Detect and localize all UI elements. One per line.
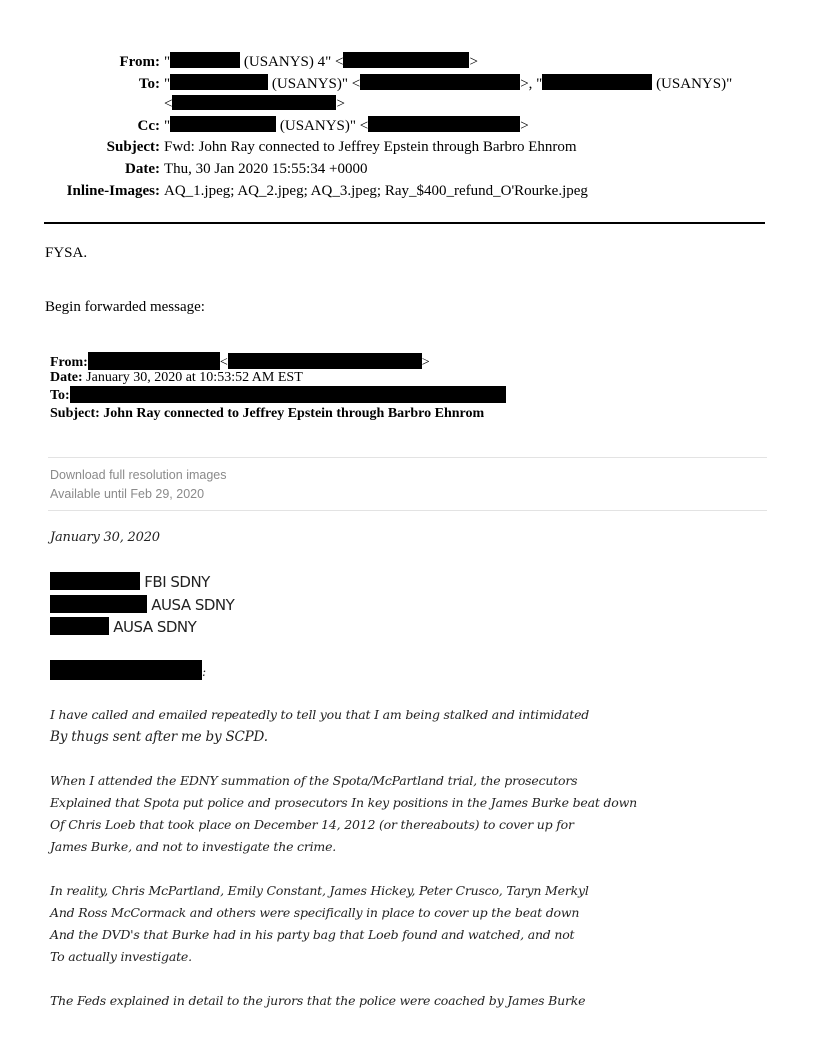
addressee-row bbox=[50, 572, 210, 591]
letter-line: When I attended the EDNY summation of the Spota/McPartland trial, the prosecutors bbox=[50, 773, 578, 788]
divider-line bbox=[48, 457, 767, 458]
inline-images-value: AQ_1.jpeg; AQ_2.jpeg; AQ_3.jpeg; Ray_$400_refund_O'Rourke.jpeg bbox=[164, 183, 588, 199]
fysa-text: FYSA. bbox=[45, 245, 88, 261]
cc-value: " (USANYS)" < > bbox=[164, 118, 529, 134]
redaction-box bbox=[50, 617, 109, 635]
redaction-box bbox=[172, 95, 336, 110]
fwd-date-value: January 30, 2020 at 10:53:52 AM EST bbox=[86, 370, 303, 385]
fwd-to-label: To: bbox=[50, 388, 70, 403]
letter-line: James Burke, and not to investigate the crime. bbox=[50, 839, 337, 854]
redaction-box bbox=[50, 572, 140, 590]
redaction-box bbox=[88, 352, 220, 370]
to-value: " (USANYS)" < >, " (USANYS)" bbox=[164, 76, 733, 92]
redaction-box bbox=[542, 74, 652, 90]
letter-line: To actually investigate. bbox=[50, 949, 192, 964]
begin-forwarded-text: Begin forwarded message: bbox=[45, 299, 205, 315]
subject-label: Subject: bbox=[106, 139, 160, 155]
redaction-box bbox=[50, 595, 147, 613]
date-label: Date: bbox=[125, 161, 160, 177]
redaction-box bbox=[170, 116, 276, 132]
redaction-box bbox=[70, 386, 506, 403]
redaction-box bbox=[360, 74, 520, 90]
inline-images-label: Inline-Images: bbox=[66, 183, 160, 199]
date-value: Thu, 30 Jan 2020 15:55:34 +0000 bbox=[164, 161, 368, 177]
fwd-subject-row bbox=[50, 405, 484, 422]
addressee-role: AUSA SDNY bbox=[113, 618, 197, 636]
addressee-row bbox=[50, 595, 234, 614]
redaction-box bbox=[343, 52, 469, 68]
fwd-to-row bbox=[50, 386, 506, 404]
from-value: " (USANYS) 4" < > bbox=[164, 54, 478, 70]
addressee-row bbox=[50, 617, 196, 636]
to-label: To: bbox=[138, 76, 160, 92]
addressee-role: FBI SDNY bbox=[144, 573, 210, 591]
letter-date: January 30, 2020 bbox=[50, 530, 160, 545]
redaction-box bbox=[170, 74, 268, 90]
redaction-box bbox=[228, 353, 422, 369]
download-images-link[interactable]: Download full resolution images bbox=[50, 468, 227, 482]
letter-line: And the DVD's that Burke had in his party bag that Loeb found and watched, and not bbox=[50, 927, 575, 942]
subject-value: Fwd: John Ray connected to Jeffrey Epstein through Barbro Ehnrom bbox=[164, 139, 577, 155]
salutation: : bbox=[50, 660, 206, 680]
redaction-box bbox=[50, 660, 202, 680]
letter-line: In reality, Chris McPartland, Emily Constant, James Hickey, Peter Crusco, Taryn Merkyl bbox=[50, 883, 589, 898]
fwd-from-label: From: bbox=[50, 355, 88, 370]
fwd-from-row: From: < > bbox=[50, 352, 430, 371]
letter-line: Explained that Spota put police and prosecutors In key positions in the James Burke beat down bbox=[50, 795, 637, 810]
fwd-date-row bbox=[50, 369, 303, 386]
addressee-role: AUSA SDNY bbox=[151, 596, 235, 614]
letter-line: Of Chris Loeb that took place on December 14, 2012 (or thereabouts) to cover up for bbox=[50, 817, 574, 832]
letter-line: By thugs sent after me by SCPD. bbox=[50, 729, 268, 745]
fwd-date-label: Date: bbox=[50, 370, 83, 385]
divider-line bbox=[48, 510, 767, 511]
available-until-text: Available until Feb 29, 2020 bbox=[50, 487, 205, 501]
fwd-subject-value: John Ray connected to Jeffrey Epstein through Barbro Ehnrom bbox=[103, 406, 485, 421]
cc-label: Cc: bbox=[137, 118, 160, 134]
letter-line: I have called and emailed repeatedly to tell you that I am being stalked and intimidated bbox=[50, 707, 590, 722]
fwd-subject-label: Subject: bbox=[50, 406, 100, 421]
redaction-box bbox=[170, 52, 240, 68]
letter-line: The Feds explained in detail to the jurors that the police were coached by James Burke bbox=[50, 993, 586, 1008]
header-divider bbox=[44, 222, 765, 224]
from-label: From: bbox=[119, 54, 160, 70]
letter-line: And Ross McCormack and others were specifically in place to cover up the beat down bbox=[50, 905, 580, 920]
redaction-box bbox=[368, 116, 520, 132]
